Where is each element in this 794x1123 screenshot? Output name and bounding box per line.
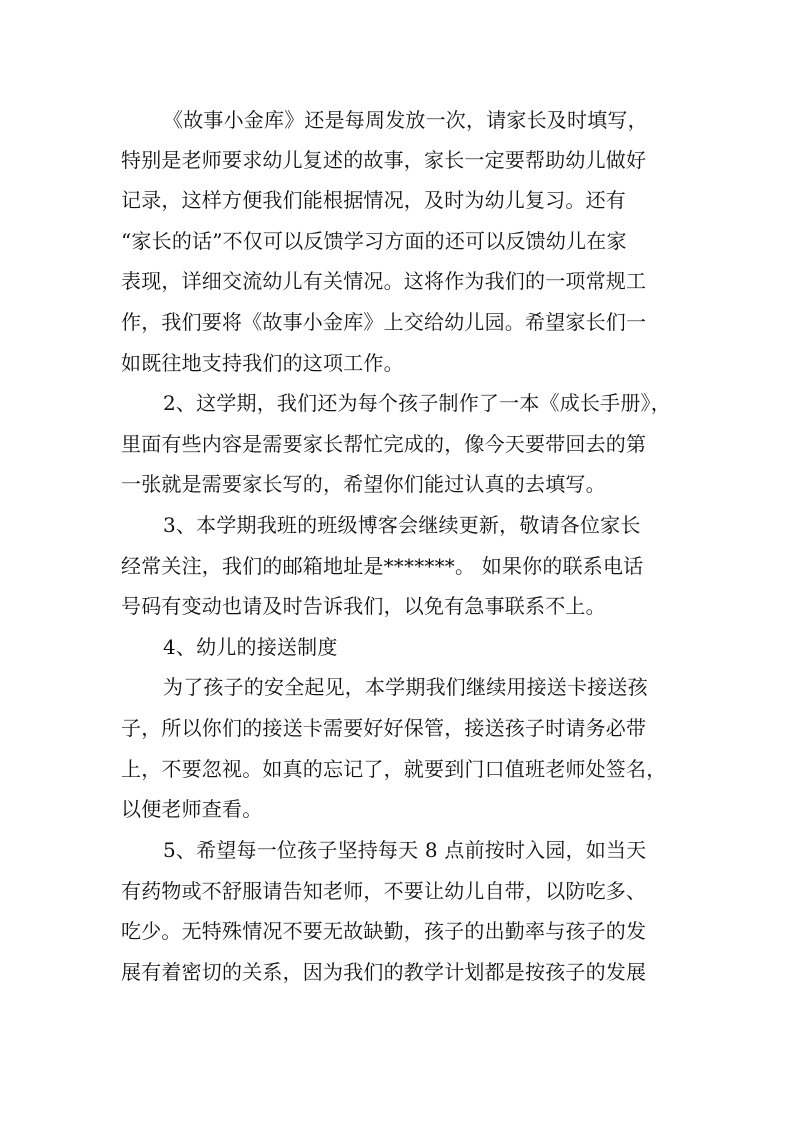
text-line: 经常关注，我们的邮箱地址是*******。 如果你的联系电话 bbox=[121, 554, 644, 578]
text-line: 一张就是需要家长写的，希望你们能过认真的去填写。 bbox=[121, 472, 606, 496]
text-line: 记录，这样方便我们能根据情况，及时为幼儿复习。还有 bbox=[121, 188, 626, 212]
text-line: 《故事小金库》还是每周发放一次，请家长及时填写， bbox=[163, 108, 648, 132]
text-line: 吃少。无特殊情况不要无故缺勤，孩子的出勤率与孩子的发 bbox=[121, 919, 647, 943]
text-line: 以便老师查看。 bbox=[121, 797, 263, 821]
text-line: 表现，详细交流幼儿有关情况。这将作为我们的一项常规工 bbox=[121, 269, 647, 293]
text-line: 为了孩子的安全起见，本学期我们继续用接送卡接送孩 bbox=[163, 675, 648, 699]
text-line: 号码有变动也请及时告诉我们，以免有急事联系不上。 bbox=[121, 594, 606, 618]
text-line: 作，我们要将《故事小金库》上交给幼儿园。希望家长们一 bbox=[121, 310, 647, 334]
text-line: 有药物或不舒服请告知老师，不要让幼儿自带，以防吃多、 bbox=[121, 879, 647, 903]
text-line: 5、希望每一位孩子坚持每天 8 点前按时入园，如当天 bbox=[163, 838, 647, 862]
text-line: 展有着密切的关系，因为我们的教学计划都是按孩子的发展 bbox=[121, 960, 647, 984]
text-line: 里面有些内容是需要家长帮忙完成的，像今天要带回去的第 bbox=[121, 432, 647, 456]
section-heading: 4、幼儿的接送制度 bbox=[163, 635, 338, 659]
text-line: 子，所以你们的接送卡需要好好保管，接送孩子时请务必带 bbox=[121, 716, 647, 740]
text-line: 如既往地支持我们的这项工作。 bbox=[121, 351, 404, 375]
text-line: 3、本学期我班的班级博客会继续更新，敬请各位家长 bbox=[163, 513, 641, 537]
text-line: 2、这学期，我们还为每个孩子制作了一本《成长手册》， bbox=[163, 391, 671, 415]
text-line: “家长的话”不仅可以反馈学习方面的还可以反馈幼儿在家 bbox=[121, 229, 627, 253]
text-line: 上，不要忽视。如真的忘记了，就要到门口值班老师处签名， bbox=[121, 757, 667, 781]
text-line: 特别是老师要求幼儿复述的故事，家长一定要帮助幼儿做好 bbox=[121, 148, 647, 172]
